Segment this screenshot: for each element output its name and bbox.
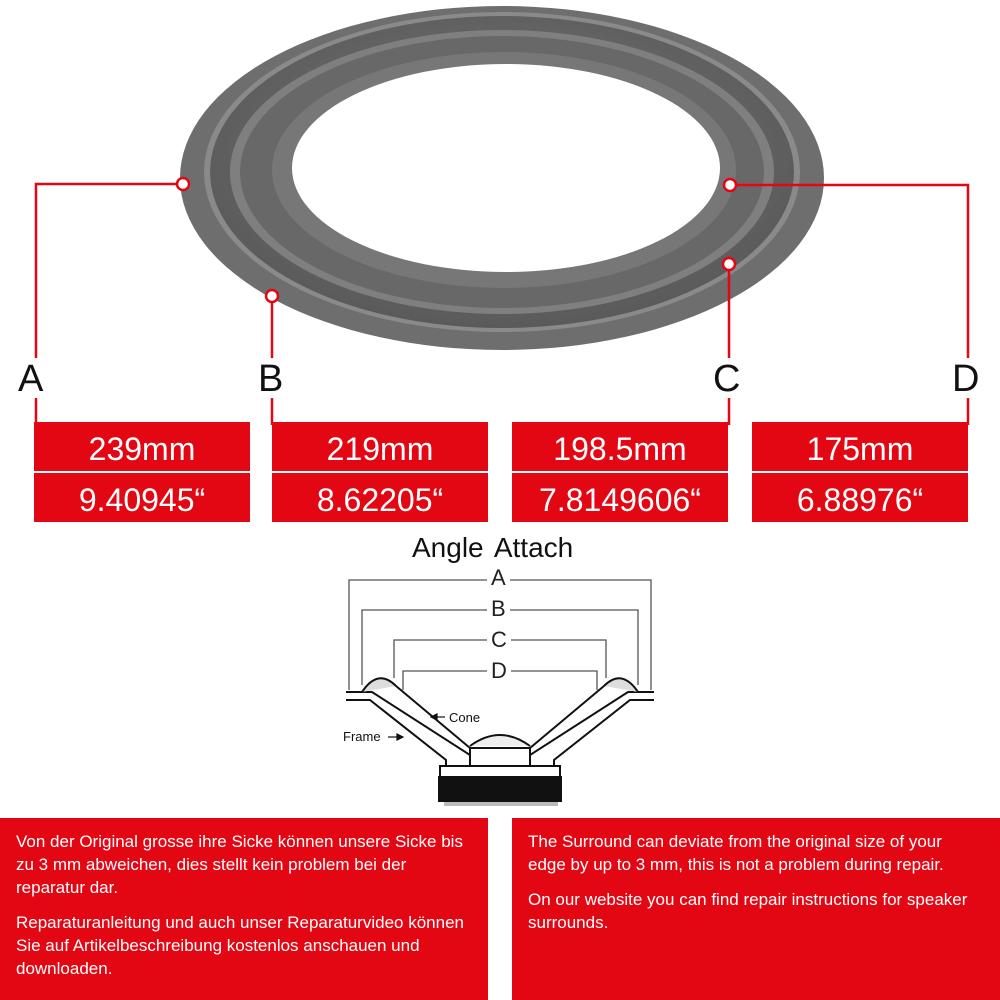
angle-letter-c: C (487, 627, 511, 653)
measurement-b-inch: 8.62205“ (316, 482, 444, 518)
dimension-letter-a: A (18, 358, 44, 400)
speaker-magnet (438, 776, 562, 802)
angle-letter-d: D (487, 658, 511, 684)
measurement-a (34, 422, 250, 522)
measurement-d (752, 422, 968, 522)
angle-letter-a: A (487, 565, 510, 591)
dimension-letter-d: D (952, 358, 980, 400)
dimension-letter-c: C (713, 358, 741, 400)
measurement-a-mm: 239mm (88, 431, 196, 467)
measurement-c (512, 422, 728, 522)
note-german-paragraph-2: Reparaturanleitung und auch unser Reparaturvideo können Sie auf Artikelbeschreibung kostenlos anschauen und downloaden. (16, 913, 464, 978)
note-german-paragraph-1: Von der Original grosse ihre Sicke können unsere Sicke bis zu 3 mm abweichen, dies stellt kein problem bei der reparatur dar. (16, 832, 463, 897)
measurement-b (272, 422, 488, 522)
measurement-d-mm: 175mm (806, 431, 914, 467)
angle-letter-b: B (487, 596, 510, 622)
measurement-c-inch: 7.8149606“ (539, 482, 701, 518)
frame-label: Frame (343, 729, 381, 744)
cone-label: Cone (449, 710, 481, 725)
dimension-letter-b: B (258, 358, 284, 400)
note-english (512, 818, 1000, 1000)
speaker-magnet-shadow (444, 802, 558, 806)
note-german (0, 818, 488, 1000)
measurement-d-inch: 6.88976“ (796, 482, 924, 518)
measurement-b-mm: 219mm (326, 431, 434, 467)
measurement-c-mm: 198.5mm (553, 431, 687, 467)
measurement-a-inch: 9.40945“ (78, 482, 206, 518)
speaker-frame (346, 678, 654, 778)
angle-attach-title: Angle Attach (412, 532, 574, 563)
note-english-paragraph-1: The Surround can deviate from the original size of your edge by up to 3 mm, this is not a problem during repair. (528, 832, 944, 874)
note-english-paragraph-2: On our website you can find repair instructions for speaker surrounds. (528, 890, 968, 932)
